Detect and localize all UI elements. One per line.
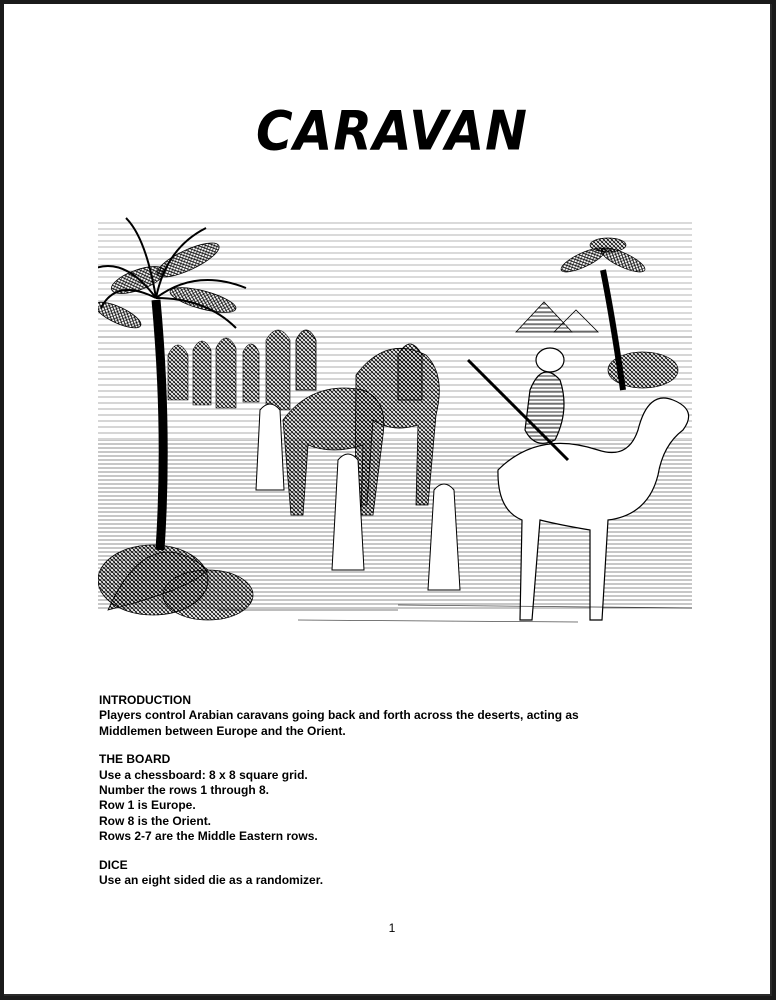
dice-line: Use an eight sided die as a randomizer.	[99, 873, 324, 888]
introduction-section	[99, 693, 699, 739]
board-line: Row 1 is Europe.	[99, 798, 196, 813]
introduction-line: Middlemen between Europe and the Orient.	[99, 723, 346, 738]
board-heading: THE BOARD	[99, 752, 171, 767]
board-line: Use a chessboard: 8 x 8 square grid.	[99, 767, 308, 782]
page-number: 1	[388, 921, 396, 935]
caravan-engraving-icon	[98, 190, 692, 636]
introduction-line: Players control Arabian caravans going back and forth across the deserts, acting as	[99, 708, 579, 723]
introduction-heading: INTRODUCTION	[99, 693, 191, 707]
rules-text	[99, 693, 699, 901]
board-section	[99, 752, 699, 844]
document-page	[4, 4, 772, 996]
dice-section	[99, 858, 699, 889]
board-line: Rows 2-7 are the Middle Eastern rows.	[99, 829, 318, 844]
page-title: CARAVAN	[255, 99, 529, 163]
board-line: Row 8 is the Orient.	[99, 813, 212, 828]
board-line: Number the rows 1 through 8.	[99, 783, 270, 798]
dice-heading: DICE	[99, 857, 128, 872]
